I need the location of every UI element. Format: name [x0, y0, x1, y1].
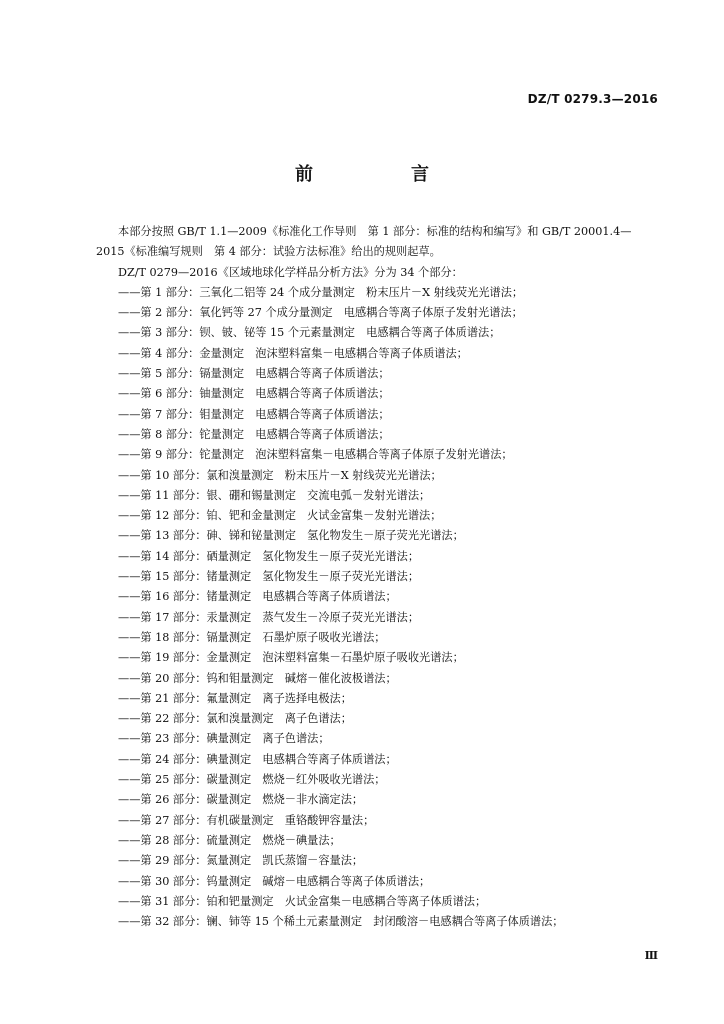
part-list-item: ——第 25 部分：碳量测定 燃烧－红外吸收光谱法； [118, 773, 386, 787]
part-list-item: ——第 16 部分：锗量测定 电感耦合等离子体质谱法； [118, 590, 397, 604]
part-list-item: ——第 12 部分：铂、钯和金量测定 火试金富集－发射光谱法； [118, 509, 442, 523]
part-list-item: ——第 20 部分：钨和钼量测定 碱熔－催化波极谱法； [118, 671, 397, 685]
parts-list [96, 283, 656, 933]
part-list-item: ——第 31 部分：铂和钯量测定 火试金富集－电感耦合等离子体质谱法； [118, 894, 487, 908]
part-list-item: ——第 14 部分：硒量测定 氢化物发生－原子荧光光谱法； [118, 549, 420, 563]
part-list-item: ——第 30 部分：钨量测定 碱熔－电感耦合等离子体质谱法； [118, 874, 431, 888]
part-list-item: ——第 26 部分：碳量测定 燃烧－非水滴定法； [118, 793, 364, 807]
part-list-item: ——第 11 部分：银、硼和锡量测定 交流电弧－发射光谱法； [118, 488, 431, 502]
part-list-item: ——第 10 部分：氯和溴量测定 粉末压片－X 射线荧光光谱法； [118, 468, 442, 482]
part-list-item: ——第 8 部分：铊量测定 电感耦合等离子体质谱法； [118, 427, 390, 441]
part-list-item: ——第 15 部分：锗量测定 氢化物发生－原子荧光光谱法； [118, 570, 420, 584]
page-title: 前 言 [295, 164, 469, 185]
part-list-item: ——第 32 部分：镧、铈等 15 个稀土元素量测定 封闭酸溶－电感耦合等离子体质谱法； [118, 915, 564, 929]
part-list-item: ——第 17 部分：汞量测定 蒸气发生－冷原子荧光光谱法； [118, 610, 420, 624]
part-list-item: ——第 6 部分：铀量测定 电感耦合等离子体质谱法； [118, 387, 390, 401]
part-list-item: ——第 4 部分：金量测定 泡沫塑料富集－电感耦合等离子体质谱法； [118, 346, 468, 360]
page-number: Ⅲ [644, 949, 658, 962]
part-list-item: ——第 24 部分：碘量测定 电感耦合等离子体质谱法； [118, 752, 397, 766]
part-list-item: ——第 9 部分：铊量测定 泡沫塑料富集－电感耦合等离子体原子发射光谱法； [118, 448, 513, 462]
part-list-item: ——第 5 部分：镉量测定 电感耦合等离子体质谱法； [118, 367, 390, 381]
part-list-item: ——第 28 部分：硫量测定 燃烧－碘量法； [118, 833, 341, 847]
intro-line-3: DZ/T 0279—2016《区域地球化学样品分析方法》分为 34 个部分： [118, 265, 463, 279]
part-list-item: ——第 19 部分：金量测定 泡沫塑料富集－石墨炉原子吸收光谱法； [118, 651, 464, 665]
standard-code: DZ/T 0279.3—2016 [527, 92, 658, 106]
part-list-item: ——第 1 部分：三氧化二铝等 24 个成分量测定 粉末压片－X 射线荧光光谱法； [118, 285, 524, 299]
part-list-item: ——第 2 部分：氧化钙等 27 个成分量测定 电感耦合等离子体原子发射光谱法； [118, 306, 523, 320]
part-list-item: ——第 3 部分：钡、铍、铋等 15 个元素量测定 电感耦合等离子体质谱法； [118, 326, 501, 340]
part-list-item: ——第 18 部分：镉量测定 石墨炉原子吸收光谱法； [118, 630, 386, 644]
part-list-item: ——第 7 部分：钼量测定 电感耦合等离子体质谱法； [118, 407, 390, 421]
intro-line-1: 本部分按照 GB/T 1.1—2009《标准化工作导则 第 1 部分：标准的结构和编写》和 GB/T 20001.4— [118, 225, 632, 238]
part-list-item: ——第 21 部分：氟量测定 离子选择电极法； [118, 691, 352, 705]
part-list-item: ——第 23 部分：碘量测定 离子色谱法； [118, 732, 330, 746]
intro-line-2: 2015《标准编写规则 第 4 部分：试验方法标准》给出的规则起草。 [96, 245, 441, 259]
part-list-item: ——第 22 部分：氯和溴量测定 离子色谱法； [118, 712, 352, 726]
part-list-item: ——第 13 部分：砷、锑和铋量测定 氢化物发生－原子荧光光谱法； [118, 529, 464, 543]
part-list-item: ——第 27 部分：有机碳量测定 重铬酸钾容量法； [118, 813, 375, 827]
part-list-item: ——第 29 部分：氮量测定 凯氏蒸馏－容量法； [118, 854, 364, 868]
document-body [96, 222, 656, 932]
